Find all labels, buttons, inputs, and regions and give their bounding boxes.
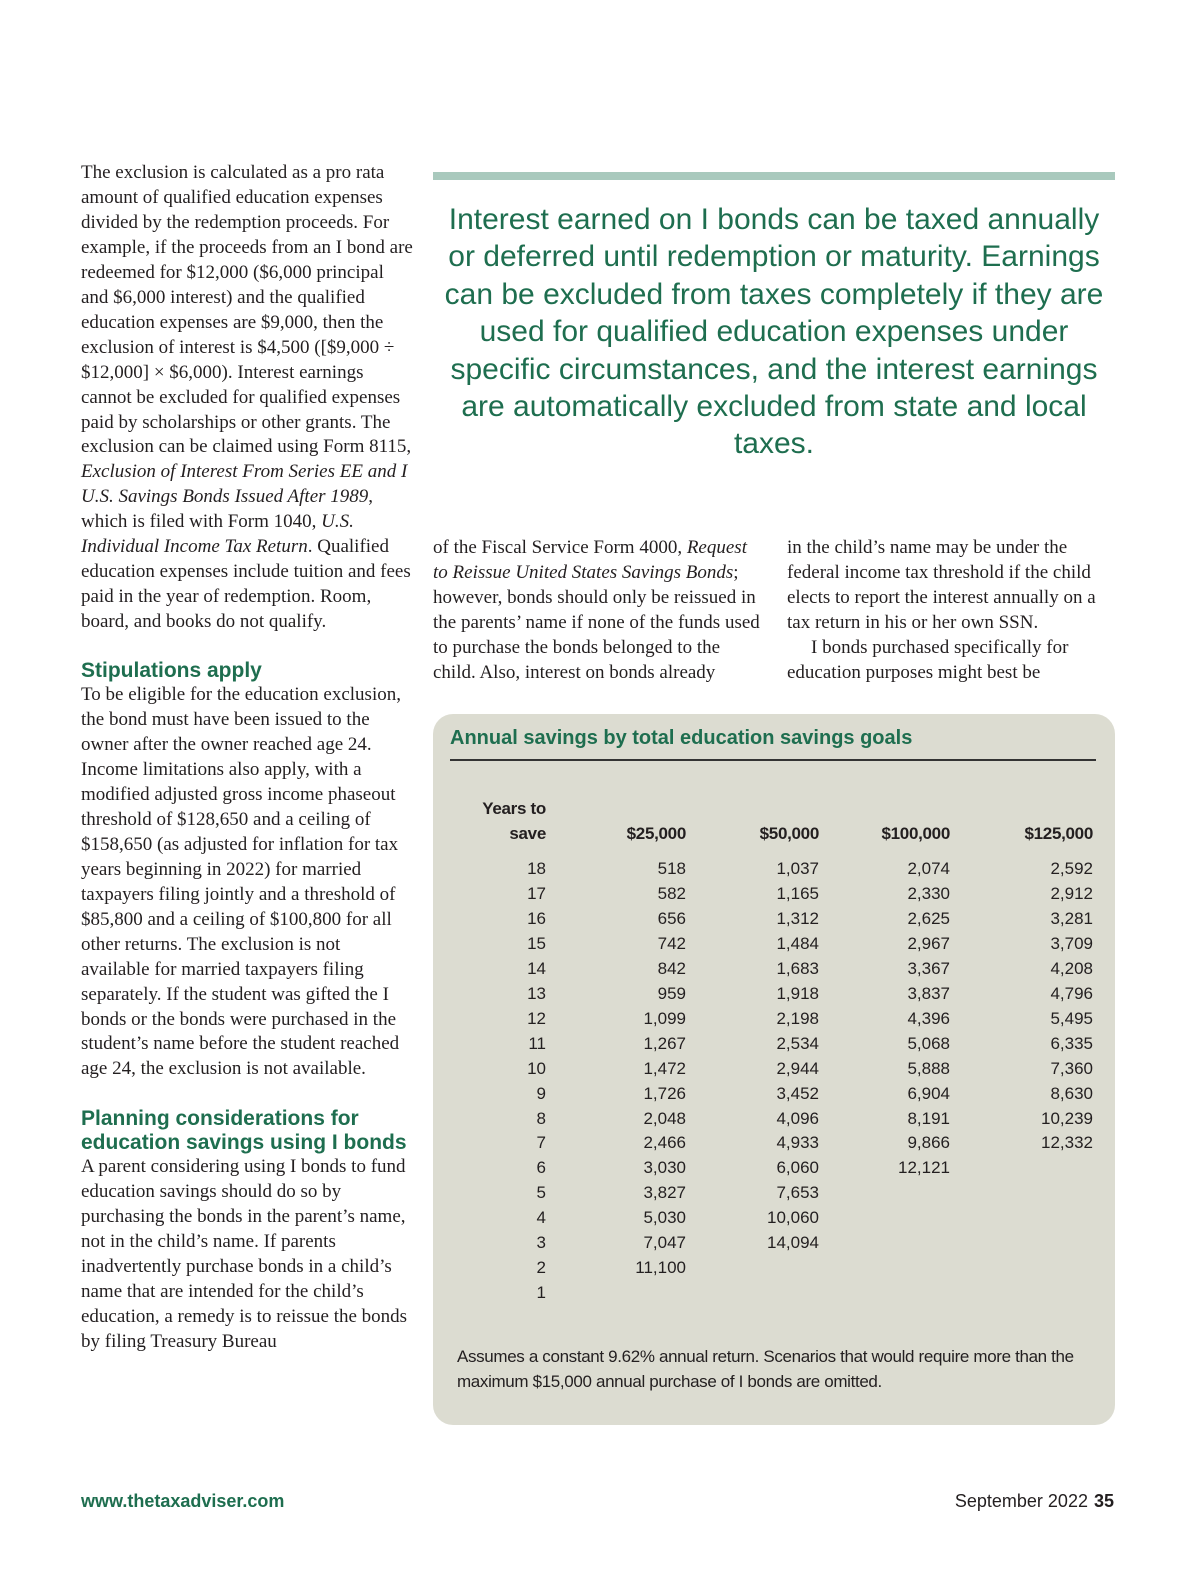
table-cell: 3,030	[643, 1158, 686, 1178]
table-cell: 3,281	[1050, 908, 1093, 928]
table-cell: 8,191	[907, 1108, 950, 1128]
heading-stipulations: Stipulations apply	[81, 659, 262, 683]
right-paragraph-1: in the child’s name may be under the federal income tax threshold if the child elects to report the interest annually on a tax return in his or her own SSN.	[787, 537, 1096, 633]
table-row	[463, 882, 1093, 907]
table-cell: 6	[536, 1158, 546, 1178]
table-cell: 959	[657, 983, 686, 1003]
table-cell: 1,267	[643, 1033, 686, 1053]
table-cell: 5,888	[907, 1058, 950, 1078]
table-cell	[546, 1281, 686, 1306]
table-title: Annual savings by total education savings goals	[450, 727, 913, 749]
table-cell: 2,625	[907, 908, 950, 928]
column-header: $25,000	[626, 824, 686, 843]
table-cell: 5	[536, 1183, 546, 1203]
table-cell: 2	[536, 1258, 546, 1278]
table-row	[463, 1131, 1093, 1156]
table-cell: 1,726	[643, 1083, 686, 1103]
table-row	[463, 1156, 1093, 1181]
table-cell: 4	[536, 1208, 546, 1228]
table-cell	[686, 1281, 819, 1306]
heading-planning: Planning considerations for education savings using I bonds	[81, 1107, 407, 1155]
table-cell: 518	[657, 859, 686, 878]
table-cell: 1,099	[643, 1008, 686, 1028]
table-cell: 3	[536, 1233, 546, 1253]
table-footnote: Assumes a constant 9.62% annual return. Scenarios that would require more than the maximum $15,000 annual purchase of I bonds are omitted.	[457, 1347, 1074, 1391]
table-cell: 2,967	[907, 933, 950, 953]
table-cell: 1,484	[776, 933, 819, 953]
table-cell: 14,094	[767, 1233, 819, 1253]
table-cell: 13	[527, 983, 546, 1003]
table-row	[463, 1007, 1093, 1032]
table-cell: 6,060	[776, 1158, 819, 1178]
table-cell	[819, 1231, 950, 1256]
table-cell: 4,933	[776, 1133, 819, 1153]
table-row	[463, 1281, 1093, 1306]
table-row	[463, 932, 1093, 957]
table-cell: 3,837	[907, 983, 950, 1003]
table-cell	[686, 1256, 819, 1281]
table-cell	[950, 1256, 1093, 1281]
form-8115-title: Exclusion of Interest From Series EE and I U.S. Savings Bonds Issued After 1989	[81, 461, 408, 508]
table-cell: 3,709	[1050, 933, 1093, 953]
table-cell: 1,683	[776, 958, 819, 978]
table-cell: 11	[528, 1033, 546, 1053]
form-4000-title: Request to Reissue United States Savings Bonds	[433, 537, 747, 583]
table-cell: 2,592	[1050, 859, 1093, 878]
table-cell: 16	[527, 908, 546, 928]
table-cell: 2,944	[776, 1058, 819, 1078]
table-cell: 582	[657, 883, 686, 903]
table-cell	[819, 1206, 950, 1231]
table-cell: 2,534	[776, 1033, 819, 1053]
table-cell: 5,030	[643, 1208, 686, 1228]
savings-table-box	[433, 714, 1115, 1425]
table-cell: 842	[657, 958, 686, 978]
table-cell	[950, 1231, 1093, 1256]
table-cell: 742	[657, 933, 686, 953]
table-cell: 1,472	[643, 1058, 686, 1078]
table-cell: 6,904	[907, 1083, 950, 1103]
right-paragraph-2: I bonds purchased specifically for education purposes might best be	[787, 636, 1069, 683]
table-cell: 17	[527, 883, 546, 903]
pullquote-rule	[433, 172, 1115, 180]
paragraph-exclusion: The exclusion is calculated as a pro rata amount of qualified education expenses divided by the redemption proceeds. For example, if the proceeds from an I bond are redeemed for $12,000 ($6,000 principal and $6,000 interest) and the qualified education expenses are $9,000, then the exclusion of interest is $4,500 ([$9,000 ÷ $12,000] × $6,000). Interest earnings cannot be excluded for qualified expenses paid by scholarships or other grants. The exclusion can be claimed using Form 8115, Exclusion of Interest From Series EE and I U.S. Savings Bonds Issued After 1989, which is filed with Form 1040, U.S. Individual Income Tax Return. Qualified education expenses include tuition and fees paid in the year of redemption. Room, board, and books do not qualify.	[81, 162, 413, 633]
table-row	[463, 1082, 1093, 1107]
column-header: $125,000	[1024, 824, 1093, 843]
table-cell	[819, 1181, 950, 1206]
table-cell: 5,495	[1050, 1008, 1093, 1028]
table-cell: 2,466	[643, 1133, 686, 1153]
footer-date: September 2022	[954, 1491, 1088, 1511]
table-cell	[950, 1181, 1093, 1206]
table-row	[463, 1057, 1093, 1082]
table-cell: 7,360	[1050, 1058, 1093, 1078]
table-row	[463, 1256, 1093, 1281]
table-row	[463, 957, 1093, 982]
table-cell: 7	[536, 1133, 546, 1153]
table-cell	[819, 1256, 950, 1281]
table-cell: 1	[536, 1283, 546, 1303]
table-cell	[950, 1156, 1093, 1181]
table-cell: 12,332	[1041, 1133, 1093, 1153]
table-header-row	[463, 796, 1093, 857]
page-number: 35	[1093, 1491, 1114, 1511]
table-cell: 2,074	[907, 859, 950, 878]
table-row	[463, 907, 1093, 932]
left-column	[81, 161, 413, 1355]
table-cell: 10	[527, 1058, 546, 1078]
column-header: $100,000	[881, 824, 950, 843]
table-cell: 4,396	[907, 1008, 950, 1028]
table-cell: 18	[527, 859, 546, 878]
table-cell: 12,121	[898, 1158, 950, 1178]
form-1040-title: U.S. Individual Income Tax Return	[81, 511, 354, 558]
table-row	[463, 857, 1093, 882]
paragraph-stipulations: To be eligible for the education exclusion, the bond must have been issued to the owner after the owner reached age 24. Income limitations also apply, with a modified adjusted gross income phaseout threshold of $128,650 and a ceiling of $158,650 (as adjusted for inflation for tax years beginning in 2022) for married taxpayers filing jointly and a threshold of $85,800 and a ceiling of $100,800 for all other returns. The exclusion is not available for married taxpayers filing separately. If the student was gifted the I bonds or the bonds were purchased in the student’s name before the student reached age 24, the exclusion is not available.	[81, 684, 401, 1080]
table-cell: 8	[536, 1108, 546, 1128]
table-cell: 10,060	[767, 1208, 819, 1228]
pullquote: Interest earned on I bonds can be taxed annually or deferred until redemption or maturity. Earnings can be excluded from taxes completely if they are used for qualified education expenses under specific circumstances, and the interest earnings are automatically excluded from state and local taxes.	[444, 203, 1104, 461]
table-cell: 8,630	[1050, 1083, 1093, 1103]
table-cell: 6,335	[1050, 1033, 1093, 1053]
table-row	[463, 1107, 1093, 1132]
footer-date-page	[955, 1491, 1114, 1512]
table-cell: 1,165	[776, 883, 819, 903]
table-cell: 1,312	[776, 908, 819, 928]
table-row	[463, 1181, 1093, 1206]
table-cell: 1,918	[776, 983, 819, 1003]
table-cell: 2,198	[776, 1008, 819, 1028]
table-cell: 2,048	[643, 1108, 686, 1128]
table-cell: 3,452	[776, 1083, 819, 1103]
table-row	[463, 1032, 1093, 1057]
table-cell	[819, 1281, 950, 1306]
table-cell: 3,367	[907, 958, 950, 978]
table-cell: 12	[527, 1008, 546, 1028]
table-title-rule	[450, 759, 1096, 761]
savings-table	[463, 796, 1093, 1306]
table-cell: 1,037	[776, 859, 819, 878]
table-row	[463, 982, 1093, 1007]
table-cell: 656	[657, 908, 686, 928]
table-cell: 2,912	[1050, 883, 1093, 903]
table-cell: 10,239	[1041, 1108, 1093, 1128]
paragraph-planning: A parent considering using I bonds to fund education savings should do so by purchasing the bonds in the parent’s name, not in the child’s name. If parents inadvertently purchase bonds in a child’s name that are intended for the child’s education, a remedy is to reissue the bonds by filing Treasury Bureau	[81, 1156, 408, 1353]
table-cell: 15	[527, 933, 546, 953]
table-cell: 14	[527, 958, 546, 978]
table-cell: 7,653	[776, 1183, 819, 1203]
column-header: $50,000	[759, 824, 819, 843]
table-cell	[950, 1281, 1093, 1306]
table-cell: 4,096	[776, 1108, 819, 1128]
table-cell: 9	[536, 1083, 546, 1103]
column-header: Years to save	[482, 799, 546, 843]
table-cell: 5,068	[907, 1033, 950, 1053]
table-cell: 4,208	[1050, 958, 1093, 978]
table-cell: 9,866	[907, 1133, 950, 1153]
table-row	[463, 1206, 1093, 1231]
table-cell: 3,827	[643, 1183, 686, 1203]
table-cell: 7,047	[643, 1233, 686, 1253]
table-cell	[950, 1206, 1093, 1231]
middle-column-text: of the Fiscal Service Form 4000, Request to Reissue United States Savings Bonds; however, bonds should only be reissued in the parents’ name if none of the funds used to purchase the bonds belonged to the child. Also, interest on bonds already	[433, 537, 760, 683]
table-row	[463, 1231, 1093, 1256]
table-cell: 11,100	[635, 1258, 686, 1278]
footer-url: www.thetaxadviser.com	[81, 1491, 285, 1511]
right-column-text	[787, 536, 1117, 686]
table-cell: 2,330	[907, 883, 950, 903]
table-cell: 4,796	[1050, 983, 1093, 1003]
